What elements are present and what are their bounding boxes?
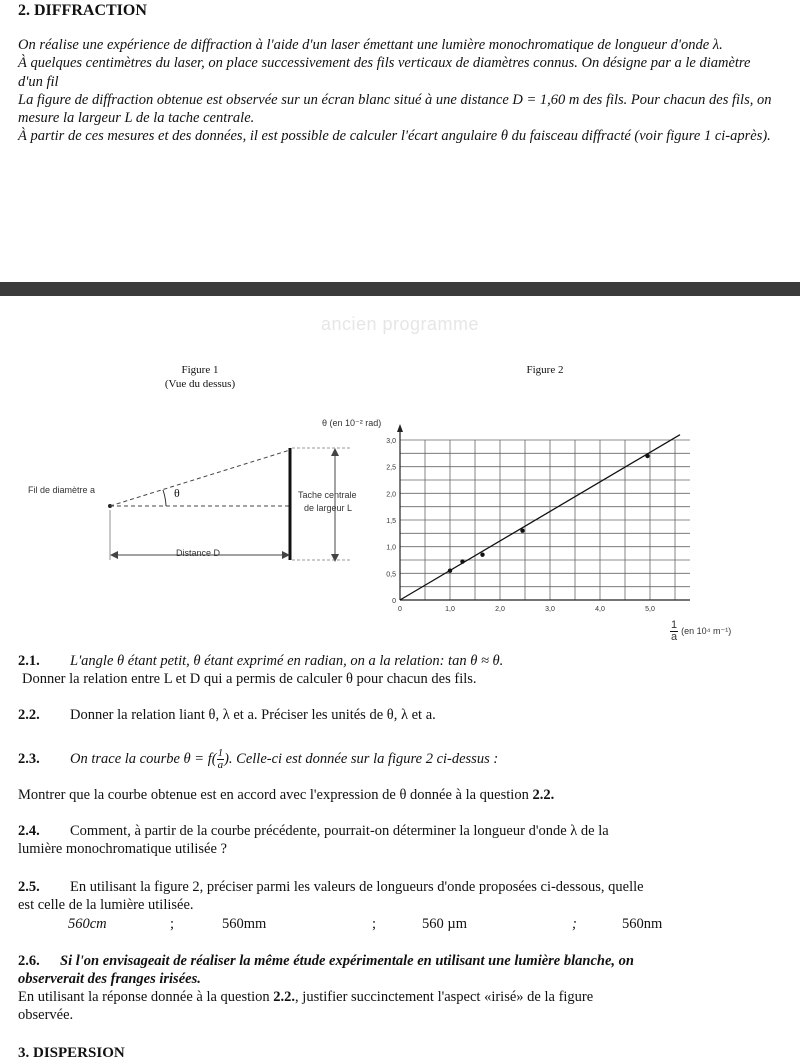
option-um: 560 µm — [422, 916, 468, 932]
question-2-4 — [18, 822, 788, 858]
watermark: ancien programme — [320, 314, 480, 334]
y-tick-label: 1,5 — [386, 518, 396, 525]
fit-line — [400, 435, 680, 600]
question-text: Montrer que la courbe obtenue est en accord avec l'expression de θ donnée à la question — [18, 787, 533, 803]
question-2-3 — [18, 748, 788, 771]
fraction-den: a — [217, 759, 224, 771]
option-cm: 560cm — [68, 916, 107, 932]
question-text: ). Celle-ci est donnée sur la figure 2 ci-dessus : — [224, 750, 499, 767]
question-text: est celle de la lumière utilisée. — [18, 897, 194, 913]
chart-fit-line — [400, 435, 680, 600]
question-number: 2.4. — [18, 823, 40, 839]
figure1-subtitle: (Vue du dessus) — [164, 378, 236, 390]
question-ref: 2.2. — [273, 989, 296, 1005]
question-text: Comment, à partir de la courbe précédente, pourrait-on déterminer la longueur d'onde λ de la — [70, 823, 609, 839]
intro-line: On réalise une expérience de diffraction à l'aide d'un laser émettant une lumière monochromatique de longueur d'onde λ. — [18, 37, 723, 53]
question-2-6 — [18, 952, 788, 1024]
question-number: 2.6. — [18, 953, 40, 969]
data-point — [645, 454, 649, 458]
x-tick-label: 0 — [398, 606, 402, 613]
question-text: On trace la courbe θ = f( — [70, 750, 217, 767]
section-title: 3. DISPERSION — [18, 1045, 125, 1061]
data-point — [520, 528, 524, 532]
y-tick-label: 1,0 — [386, 544, 396, 552]
arrow-head-up — [331, 448, 339, 456]
x-axis-unit: (en 10⁴ m⁻¹) — [681, 626, 732, 636]
question-text: Donner la relation entre L et D qui a permis de calculer θ pour chacun des fils. — [22, 671, 477, 687]
question-2-5 — [18, 878, 788, 914]
y-axis-arrow — [397, 424, 403, 432]
diffracted-ray — [110, 450, 290, 506]
question-2-1 — [18, 652, 788, 688]
chart-grid — [400, 440, 690, 600]
y-tick-label: 2,5 — [386, 464, 396, 472]
intro-line: À quelques centimètres du laser, on place successivement des fils verticaux de diamètres connus. On désigne par a le diamètre d'un fil — [18, 55, 751, 90]
spot-label: de largeur L — [304, 503, 353, 513]
x-tick-label: 2,0 — [495, 606, 505, 613]
x-axis-frac-den: a — [671, 631, 678, 643]
option-separator: ; — [572, 916, 577, 932]
question-text: L'angle θ étant petit, θ étant exprimé en radian, on a la relation: tan θ ≈ θ. — [70, 653, 504, 669]
x-axis-frac-num: 1 — [671, 619, 678, 631]
y-tick-label: 0,5 — [386, 571, 396, 579]
question-text: Si l'on envisageait de réaliser la même étude expérimentale en utilisant une lumière blanche, on — [60, 953, 634, 969]
question-text: observerait des franges irisées. — [18, 971, 201, 987]
option-nm: 560nm — [622, 916, 663, 932]
option-mm: 560mm — [222, 916, 267, 932]
arrow-head-left — [110, 551, 118, 559]
question-number: 2.2. — [18, 707, 40, 723]
distance-label: Distance D — [176, 548, 221, 558]
x-axis-label — [670, 620, 731, 643]
figure2-title: Figure 2 — [526, 364, 564, 376]
section-title: 2. DIFFRACTION — [18, 2, 147, 19]
separator-band — [0, 282, 800, 296]
question-text: En utilisant la réponse donnée à la question — [18, 989, 274, 1005]
data-point — [460, 559, 464, 563]
intro-line: À partir de ces mesures et des données, il est possible de calculer l'écart angulaire θ du faisceau diffracté (voir figure 1 ci-après). — [18, 128, 771, 145]
angle-label: θ — [174, 486, 180, 500]
x-tick-label: 4,0 — [595, 606, 605, 613]
fraction-num: 1 — [217, 747, 224, 759]
question-text: Donner la relation liant θ, λ et a. Préciser les unités de θ, λ et a. — [70, 707, 436, 723]
x-tick-label: 1,0 — [445, 606, 455, 613]
intro-line: La figure de diffraction obtenue est observée sur un écran blanc situé à une distance D = 1,60 m des fils. Pour chacun des fils, on mesure la largeur L de la tache centrale. — [18, 91, 772, 127]
question-ref: 2.2. — [532, 787, 555, 803]
figure1-title: Figure 1 — [181, 364, 219, 376]
angle-arc — [163, 490, 166, 506]
y-tick-label: 2,0 — [386, 491, 396, 499]
question-number: 2.5. — [18, 879, 40, 895]
fraction — [217, 748, 225, 771]
y-axis-label: θ (en 10⁻² rad) — [322, 418, 382, 428]
chart-points — [448, 454, 650, 573]
y-tick-label: 0 — [392, 598, 396, 605]
option-separator: ; — [170, 916, 175, 932]
x-tick-label: 5,0 — [645, 606, 655, 613]
question-number: 2.1. — [18, 653, 40, 669]
data-point — [480, 552, 484, 556]
question-2-3-line2 — [18, 786, 788, 804]
wire-label: Fil de diamètre a — [28, 485, 96, 495]
spot-label: Tache centrale — [298, 490, 357, 500]
figure2-chart — [360, 420, 690, 630]
x-tick-label: 3,0 — [545, 606, 555, 613]
wavelength-options — [0, 916, 800, 936]
option-separator: ; — [372, 916, 377, 932]
question-number: 2.3. — [18, 750, 40, 767]
intro-text — [18, 36, 778, 146]
question-text: En utilisant la figure 2, préciser parmi les valeurs de longueurs d'onde proposées ci-dessous, quelle — [70, 879, 644, 895]
x-axis-fraction — [670, 620, 678, 643]
data-point — [448, 568, 452, 572]
arrow-head-down — [331, 554, 339, 562]
question-text: , justifier succinctement l'aspect «irisé» de la figure — [295, 989, 594, 1005]
question-text: observée. — [18, 1007, 74, 1023]
y-tick-label: 3,0 — [386, 438, 396, 445]
question-2-2 — [18, 706, 788, 724]
question-text: lumière monochromatique utilisée ? — [18, 841, 227, 857]
